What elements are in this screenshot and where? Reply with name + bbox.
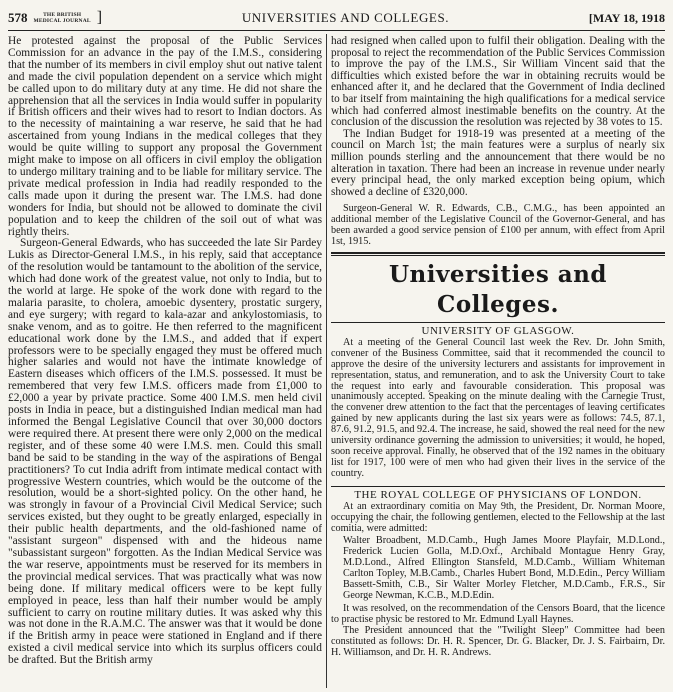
journal-name <box>34 12 91 24</box>
column-divider <box>326 34 327 688</box>
rcp-item <box>331 489 665 659</box>
running-title: UNIVERSITIES AND COLLEGES. <box>241 10 450 25</box>
left-paragraph-2: Surgeon-General Edwards, who has succeeded the late Sir Pardey Lukis as Director-General I.M.S., in his reply, said that acceptance of the resolution would be tantamount to the abolition of the service, which had done work of the greatest value, not only to India, but to the world at large. He spoke of the work done with regard to the malaria parasite, to cholera, amoebic dysentery, prostatic surgery, and eye surgery; with regard to kala-azar and ankylostomiasis, to snake venom, and as to goitre. He then referred to the magnificent educational work done by the I.M.S., and added that if expert professors were to be specially engaged they must be offered much higher salaries and would not have the intimate knowledge of Eastern diseases which officers of the I.M.S. possessed. It must be remembered that very few I.M.S. officers made from £1,000 to £2,000 a year by private practice. Some 400 I.M.S. men held civil posts in India in peace, but a distinguished Indian medical man had informed the Bengal Legislative Council that over 30,000 doctors were required there. At present there were only 2,000 on the medical register, and of these some 40 were I.M.S. men. Could this small band be said to be standing in the way of the aspirations of Bengal practitioners? To cut India adrift from intimate medical contact with progressive Western countries, which would be the outcome of the resolution, would be a short-sighted policy. On the other hand, he was strongly in favour of a Provincial Civil Medical Service; such services existed, but they ought to be greatly enlarged, especially in their public health departments, and the old-fashioned name of "assistant surgeon" dispensed with and the hideous name "subassistant surgeon" forgotten. As the Indian Medical Service was the war reserve, appointments must be reserved for its members in the provincial medical services. That was practically what was now being done. If military medical officers were to be kept fully employed in peace, less than half their number would be amply sufficient to carry on routine military duties. It was asked why this was not done in the R.A.M.C. The answer was that it would be done if the British army in peace were stationed in England and if there existed a civil medical service into which its surplus officers could be drafted. But the British army <box>8 237 322 667</box>
glasgow-text: At a meeting of the General Council last week the Rev. Dr. John Smith, convener of the Business Committee, said that it recommended the council to approve the desire of the university lecturers and assistants for improvement in representation, status, and remuneration, and to ask the University Court to take the request into early and favourable consideration. This proposal was unanimously accepted. Speaking on the minute dealing with the Carnegie Trust, the convener drew attention to the fact that the percentages of leaving certificates gained by new applicants during the last six years were as follows: 74.5, 87.1, 87.6, 91.2, 91.5, and 92.4. The increase, he said, showed the real need for the new university ordinance governing the admission to universities; it would, he hoped, soon receive approval. Finally, he observed that of the 192 names in the obituary list for 1917, 100 were of men who had given their lives in the service of the country. <box>331 336 665 479</box>
header-left <box>8 9 102 27</box>
section-rule-bottom <box>331 322 665 323</box>
section-rule-thin <box>331 255 665 256</box>
journal-name-line1: THE BRITISH <box>43 12 82 18</box>
rcp-intro: At an extraordinary comitia on May 9th, the President, Dr. Norman Moore, occupying the chair, the following gentlemen, elected to the Fellowship at the last comitia, were admitted: <box>331 500 665 534</box>
right-paragraph-2: The Indian Budget for 1918-19 was presented at a meeting of the council on March 1st; the main features were a surplus of nearly six million pounds sterling and the announcement that there would be no alteration in taxation. There had been an increase in revenue under nearly every principal head, the only marked exception being opium, which showed a decline of £320,000. <box>331 127 665 198</box>
left-paragraph-1: He protested against the proposal of the Public Services Commission for an advance in the pay of the I.M.S., considering that the number of its members in civil employ shut out native talent and made the civil population dependent on a service which might be called upon to do military duty at any time. He did not share the apprehension that all the services in India would suffer in popularity if British officers and their wives had to resort to Indian doctors. As to the necessity of maintaining a war reserve, he said that he had ascertained from young Indians in the medical colleges that they would be quite willing to support any proposal the Government might make to impose on all officers in civil employ the obligation to undergo military training and to be liable for military service. The private medical profession in India had readily responded to the calls made upon it during the present war. The I.M.S. had done wonders for India, but should not be allowed to dominate the civil population and to keep the children of the soil out of what was rightly theirs. <box>8 36 322 238</box>
indian-council-report <box>331 36 665 248</box>
rcp-censors-paragraph: It was resolved, on the recommendation of the Censors Board, that the licence to practise physic be restored to Mr. Edmund Lyall Haynes. <box>331 602 665 625</box>
rcp-twilight-paragraph: The President announced that the "Twilight Sleep" Committee had been constituted as follows: Dr. H. R. Spencer, Dr. G. Blacker, Dr. J. S. Fairbairn, Dr. H. Williamson, and Dr. H. R. Andrews. <box>331 624 665 658</box>
right-paragraph-3: Surgeon-General W. R. Edwards, C.B., C.M.G., has been appointed an additional member of the Legislative Council of the Governor-General, and has been awarded a good service pension of £100 per annum, with effect from April 1st, 1915. <box>331 203 665 248</box>
right-paragraph-1: had resigned when called upon to fulfil their obligation. Dealing with the proposal to reject the recommendation of the Public Services Commission to improve the pay of the I.M.S., Sir William Vincent said that the difficulties which existed before the war in obtaining recruits would be enhanced after it, and he declared that the Government of India declined to bar itself from maintaining the high qualifications for a medical service which had conferred almost inestimable benefits on the country. At the conclusion of the discussion the resolution was rejected by 38 votes to 15. <box>331 36 665 129</box>
rcp-fellows-list: Walter Broadbent, M.D.Camb., Hugh James Moore Playfair, M.D.Lond., Frederick Lucien Golla, M.D.Oxf., Archibald Montague Henry Gray, M.D.Lond., Alfred Ellington Stansfeld, M.D.Camb., William Whiteman Carlton Topley, M.B.Camb., Charles Hubert Bond, M.D.Edin., Percy William Bassett-Smith, C.B., Sir Walter Morley Fletcher, M.D.Camb., F.R.S., Sir George Newman, K.C.B., M.D.Edin. <box>343 535 665 601</box>
page-header <box>8 6 665 31</box>
item-rule <box>331 486 665 487</box>
right-column <box>331 36 665 688</box>
glasgow-heading: UNIVERSITY OF GLASGOW. <box>421 324 575 337</box>
page-number: 578 <box>8 10 28 25</box>
header-bracket: ] <box>96 9 103 26</box>
journal-name-line2: MEDICAL JOURNAL <box>33 18 91 24</box>
section-title: Universities and Colleges. <box>389 260 607 318</box>
rcp-heading: THE ROYAL COLLEGE OF PHYSICIANS OF LONDON. <box>354 488 642 501</box>
glasgow-item <box>331 325 665 480</box>
section-rule-top <box>331 252 665 254</box>
issue-date: [MAY 18, 1918 <box>588 10 665 25</box>
left-column <box>8 36 322 688</box>
